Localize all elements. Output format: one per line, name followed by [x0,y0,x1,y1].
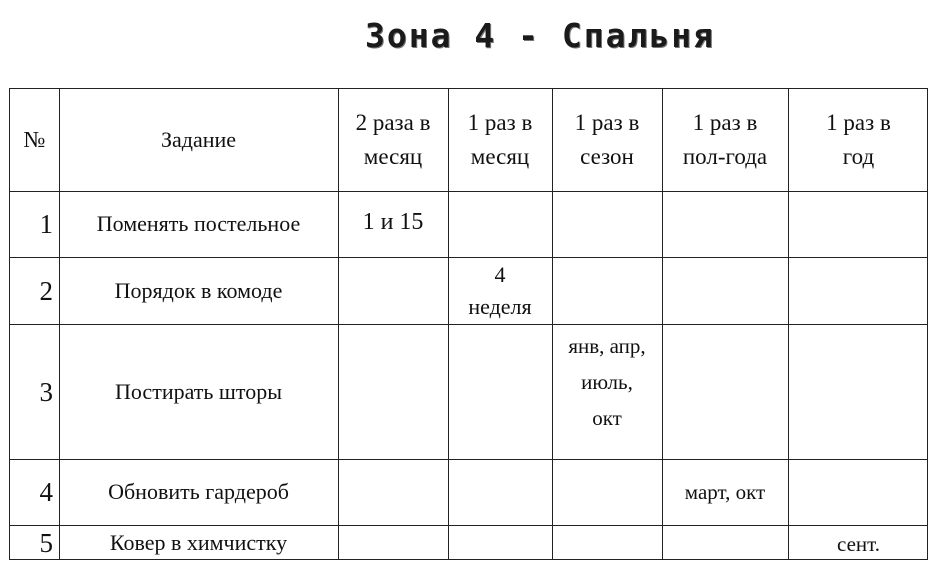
schedule-value [552,324,662,459]
row-number: 4 [39,477,53,507]
header-line: 1 раз в [574,110,640,135]
schedule-value: сент. [837,532,880,556]
value-line: неделя [468,293,532,319]
value-line: янв, апр, [568,334,646,358]
header-line: сезон [580,144,634,169]
header-line: 1 раз в [692,110,758,135]
task-name: Постирать шторы [115,378,282,404]
header-once-year [788,89,929,191]
task-name: Порядок в комоде [114,277,283,303]
task-name: Поменять постельное [96,211,301,236]
header-line: 1 раз в [467,110,533,135]
header-line: 1 раз в [826,110,891,135]
task-name: Обновить гардероб [108,479,289,504]
row-number: 5 [39,528,53,558]
header-line: месяц [363,144,423,169]
schedule-value [448,257,552,324]
task-name: Ковер в химчистку [109,530,288,555]
schedule-value: 1 и 15 [362,209,424,235]
row-number: 1 [39,209,53,239]
header-once-month [448,89,552,191]
header-line: год [842,144,875,169]
header-task: Задание [160,127,237,152]
header-once-season [552,89,662,191]
header-line: пол-года [682,144,768,169]
value-line: окт [592,406,622,430]
row-number: 3 [39,376,53,407]
page-title: Зона 4 - Спальня [365,16,715,55]
schedule-value: март, окт [684,480,766,504]
row-number: 2 [39,275,53,306]
header-once-halfyear [662,89,788,191]
value-line: июль, [581,370,633,394]
schedule-table [9,88,928,560]
header-line: 2 раза в [355,110,431,135]
header-twice-month [338,89,448,191]
header-num: № [23,127,46,152]
value-line: 4 [494,261,506,287]
header-line: месяц [470,144,530,169]
